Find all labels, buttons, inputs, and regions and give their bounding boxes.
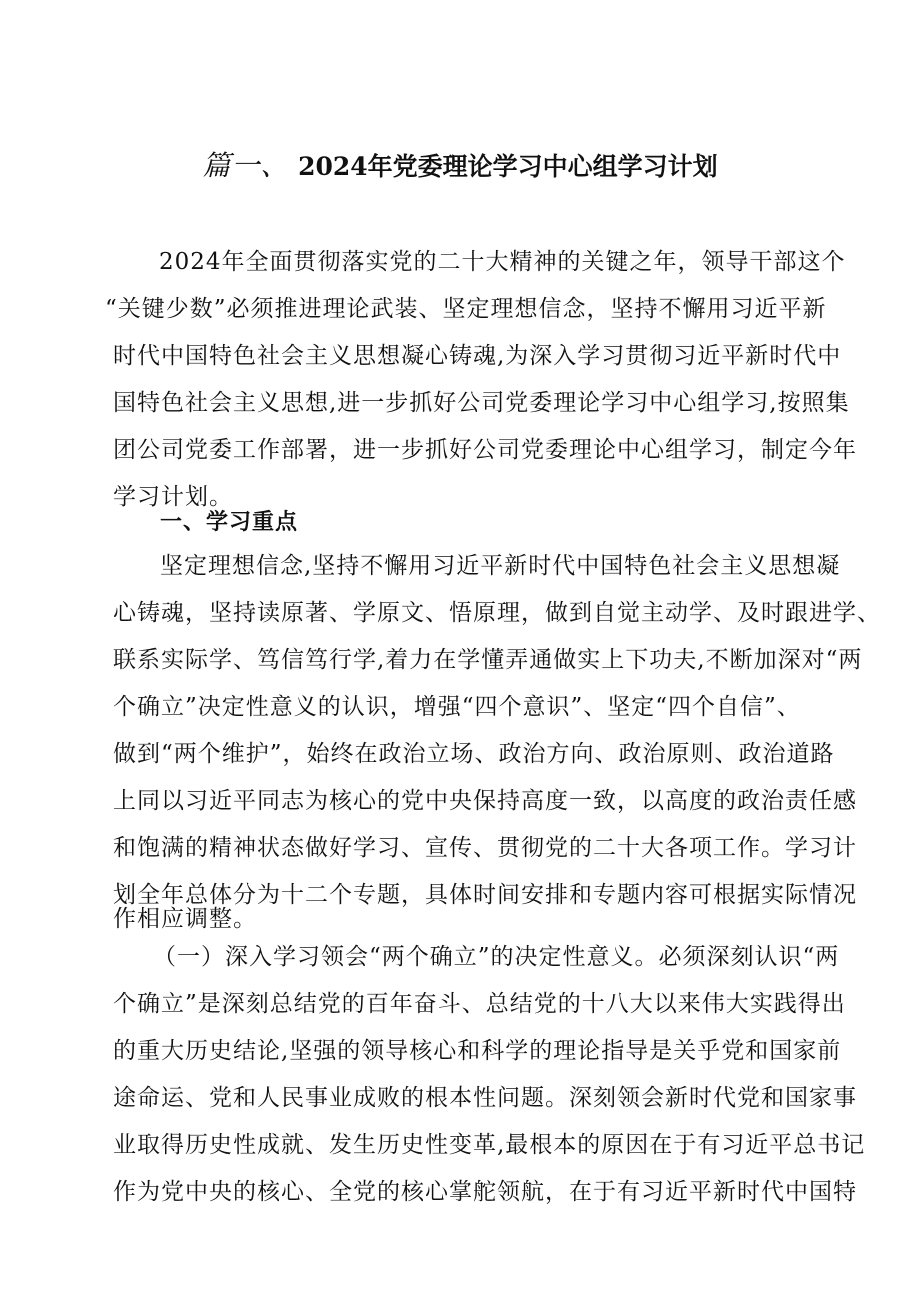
text-line: “关键少数”必须推进理论武装、坚定理想信念，坚持不懈用习近平新	[105, 296, 827, 322]
text-line: （一）深入学习领会“两个确立”的决定性意义。必须深刻认识“两	[153, 944, 840, 970]
title-main: 2024年党委理论学习中心组学习计划	[298, 152, 718, 181]
text-line: 个确立”决定性意义的认识，增强“四个意识”、坚定“四个自信”、	[113, 694, 801, 720]
text-line: 坚定理想信念,坚持不懈用习近平新时代中国特色社会主义思想凝	[160, 553, 841, 579]
text-line: 划全年总体分为十二个专题，具体时间安排和专题内容可根据实际情况	[113, 882, 857, 908]
text-line: 途命运、党和人民事业成败的根本性问题。深刻领会新时代党和国家事	[113, 1085, 857, 1111]
document-title	[0, 148, 920, 185]
text-line: 联系实际学、笃信笃行学,着力在学懂弄通做实上下功夫,不断加深对“两	[113, 647, 863, 673]
text-line: 做到“两个维护”，始终在政治立场、政治方向、政治原则、政治道路	[113, 741, 835, 767]
text-line: 团公司党委工作部署，进一步抓好公司党委理论中心组学习，制定今年	[113, 437, 857, 463]
text-line: 时代中国特色社会主义思想凝心铸魂,为深入学习贯彻习近平新时代中	[113, 343, 842, 369]
text-line: 国特色社会主义思想,进一步抓好公司党委理论学习中心组学习,按照集	[113, 390, 850, 416]
text-line: 作相应调整。	[113, 906, 257, 932]
text-line: 个确立”是深刻总结党的百年奋斗、总结党的十八大以来伟大实践得出	[113, 991, 846, 1017]
text-line: 作为党中央的核心、全党的核心掌舵领航，在于有习近平新时代中国特	[113, 1179, 857, 1205]
section-heading: 一、学习重点	[160, 510, 299, 535]
text-line: 和饱满的精神状态做好学习、宣传、贯彻党的二十大各项工作。学习计	[113, 835, 857, 861]
text-line: 业取得历史性成就、发生历史性变革,最根本的原因在于有习近平总书记	[113, 1132, 866, 1158]
title-prefix: 篇一、	[202, 149, 290, 182]
text-line: 学习计划。	[113, 484, 233, 510]
text-line: 2024年全面贯彻落实党的二十大精神的关键之年，领导干部这个	[159, 249, 846, 275]
text-line: 心铸魂，坚持读原著、学原文、悟原理，做到自觉主动学、及时跟进学、	[113, 600, 881, 626]
text-line: 的重大历史结论,坚强的领导核心和科学的理论指导是关乎党和国家前	[113, 1038, 842, 1064]
text-line: 上同以习近平同志为核心的党中央保持高度一致，以高度的政治责任感	[113, 788, 857, 814]
